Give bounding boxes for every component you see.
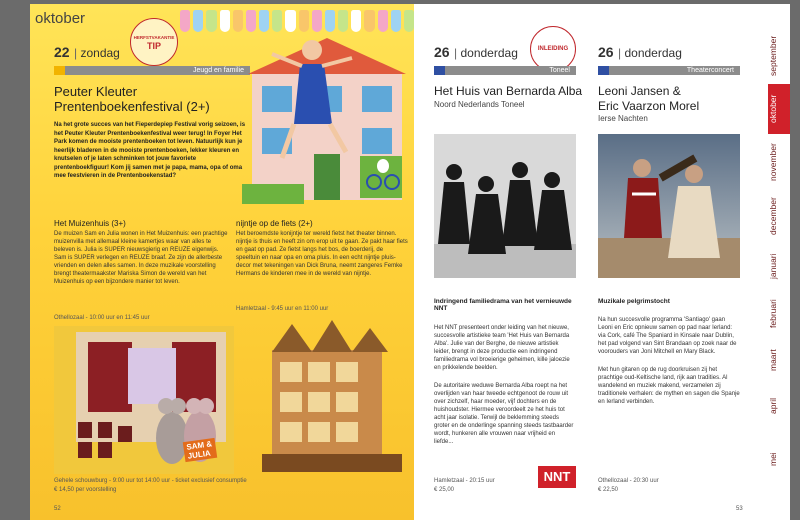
month-tab-januari[interactable]: januari — [768, 253, 778, 279]
category-marker — [54, 66, 65, 75]
day-number: 22 — [54, 44, 70, 60]
event-title: Leoni Jansen & Eric Vaarzon Morel — [598, 84, 700, 113]
category-label: Jeugd en familie — [193, 67, 244, 74]
show-meta: Hamletzaal - 9:45 uur en 11:00 uur — [236, 306, 329, 312]
month-tab-december[interactable]: december — [768, 197, 778, 235]
month-tab-strip — [768, 4, 790, 520]
bunting-decoration — [180, 10, 414, 32]
category-marker — [598, 66, 609, 75]
category-bar: Theaterconcert — [598, 66, 740, 75]
weekday: zondag — [80, 46, 120, 60]
category-bar: Toneel — [434, 66, 576, 75]
event-title: Peuter Kleuter Prentenboekenfestival (2+) — [54, 84, 210, 114]
event-paragraph: De autoritaire weduwe Bernarda Alba roept na het overlijden van haar tweede echtgenoot de rouw uit over zichzelf, haar moeder, vijf dochters en de huishoudster. Hiermee veroordeelt ze het huis tot acht jaar isolatie. Terwijl de beklemming steeds groter en de onderlinge spanning steeds tastbaarder wordt, hunkeren alle vrouwen naar vrijheid en liefde... — [434, 383, 574, 445]
leoni-eric-photo — [598, 134, 740, 278]
event-date: 26 | donderdag — [598, 44, 682, 60]
month-tab-november[interactable]: november — [768, 143, 778, 181]
event-subtitle: Noord Nederlands Toneel — [434, 100, 525, 109]
page-number: 52 — [54, 506, 61, 512]
event-subtitle: Ierse Nachten — [598, 114, 648, 123]
month-tab-februari[interactable]: februari — [768, 299, 778, 329]
month-tab-mei[interactable]: mei — [768, 452, 778, 466]
month-tab-oktober[interactable]: oktober — [768, 84, 790, 134]
month-tab-maart[interactable]: maart — [768, 349, 778, 371]
show-title: Het Muizenhuis (3+) — [54, 219, 126, 228]
event-lead: Indringend familiedrama van het vernieuwde NNT — [434, 298, 572, 312]
month-tab-april[interactable]: april — [768, 397, 778, 415]
bernarda-alba-photo — [434, 134, 576, 278]
month-label: oktober — [35, 10, 86, 27]
footer-venue: Gehele schouwburg - 9:00 uur tot 14:00 uur - ticket exclusief consumptie — [54, 478, 247, 484]
event-intro: Na het grote succes van het Fieperdepiep Festival vorig seizoen, is het Peuter Kleuter Prentenboekenfestival weer terug! In Foyer Het Park komen de mooiste prentenboeken tot leven. Natuurlijk kun je heerlijk bladeren in de mooiste prentenboeken, lekker kleuren en knutselen of je laten schminken tot jouw favoriete prentenboekfiguur! Kom jij samen met je papa, mama, opa of oma mee feestvieren in de Prentenboekenstad? — [54, 122, 246, 179]
show-title: nijntje op de fiets (2+) — [236, 219, 313, 228]
month-tab-september[interactable]: september — [768, 35, 778, 77]
event-date: 26 | donderdag — [434, 44, 518, 60]
event-price: € 25,00 — [434, 487, 455, 493]
right-page — [414, 4, 768, 520]
event-title: Het Huis van Bernarda Alba — [434, 84, 583, 98]
show-meta: Othellozaal - 10:00 uur en 11:45 uur — [54, 315, 150, 321]
nnt-logo: NNT — [538, 466, 576, 488]
event-date: 22 | zondag — [54, 44, 120, 60]
muizenhuis-stage-photo — [54, 326, 234, 474]
dollhouse-photo — [242, 320, 408, 476]
left-page — [30, 4, 414, 520]
event-paragraph: Na hun succesvolle programma 'Santiago' gaan Leoni en Eric opnieuw samen op pad naar Ierland: via Cork, café The Spaniard in Kinsale naar Dublin, het pad volgend van Sint Brandaan op zoek naar de voorouders van Joni Mitchell en Mary Black. — [598, 317, 737, 355]
event-venue: Hamletzaal - 20:15 uur — [434, 478, 495, 484]
event-venue: Othellozaal - 20:30 uur — [598, 478, 659, 484]
page-number: 53 — [736, 506, 743, 512]
event-paragraph: Met hun gitaren op de rug doorkruisen zij het prachtige oud-Keltische land, rijk aan tradities. Al wandelend en muziek makend, verzamelen zij traditionele verhalen: de mythen en sagen die Spanje en Ierland verbinden. — [598, 367, 740, 405]
footer-price: € 14,50 per voorstelling — [54, 487, 117, 493]
category-bar — [54, 66, 250, 75]
tip-badge: HERFSTVAKANTIE TIP — [130, 18, 178, 66]
nijntje-house-illustration — [242, 34, 408, 204]
event-lead: Muzikale pelgrimstocht — [598, 298, 670, 305]
event-price: € 22,50 — [598, 487, 619, 493]
sam-julia-label: SAM & JULIA — [183, 438, 217, 462]
category-marker — [434, 66, 445, 75]
show-description: De muizen Sam en Julia wonen in Het Muizenhuis: een prachtige muizenvilla met allemaal kleine kamertjes waar van alles te beleven is. Julia is SUPER nieuwsgierig en REUZE eigenwijs. Sam is SUPER verlegen en REUZE braaf. Ze zijn de allerbeste vrienden en delen alles samen. In deze muzikale voorstelling brengt theatermaakster Mariska Simon de wereld van het Muizenhuis op een bijzondere manier tot leven. — [54, 231, 228, 285]
event-paragraph: Het NNT presenteert onder leiding van het nieuwe, succesvolle artistieke team 'Het Huis van Bernarda Alba'. Julie van der Berghe, de nieuwe artistiek leider, brengt in deze productie een indringend familiedrama vol broeierige geheimen, kille jaloezie en prikkelende beelden. — [434, 325, 570, 371]
inleiding-badge: INLEIDING — [530, 26, 576, 72]
show-description: Het beroemdste konijntje ter wereld fietst het theater binnen. nijntje is thuis en heeft zin om erop uit te gaan. Ze pakt haar fiets en gaat op pad. Ze fietst langs het bos, de boerderij, de speeltuin en naar opa en oma pluis. In een echt nijntje pluis-decor met tekeningen van Dick Bruna, neemt zangeres Femke Hermans de kinderen mee in de wereld van nijntje. — [236, 231, 408, 277]
